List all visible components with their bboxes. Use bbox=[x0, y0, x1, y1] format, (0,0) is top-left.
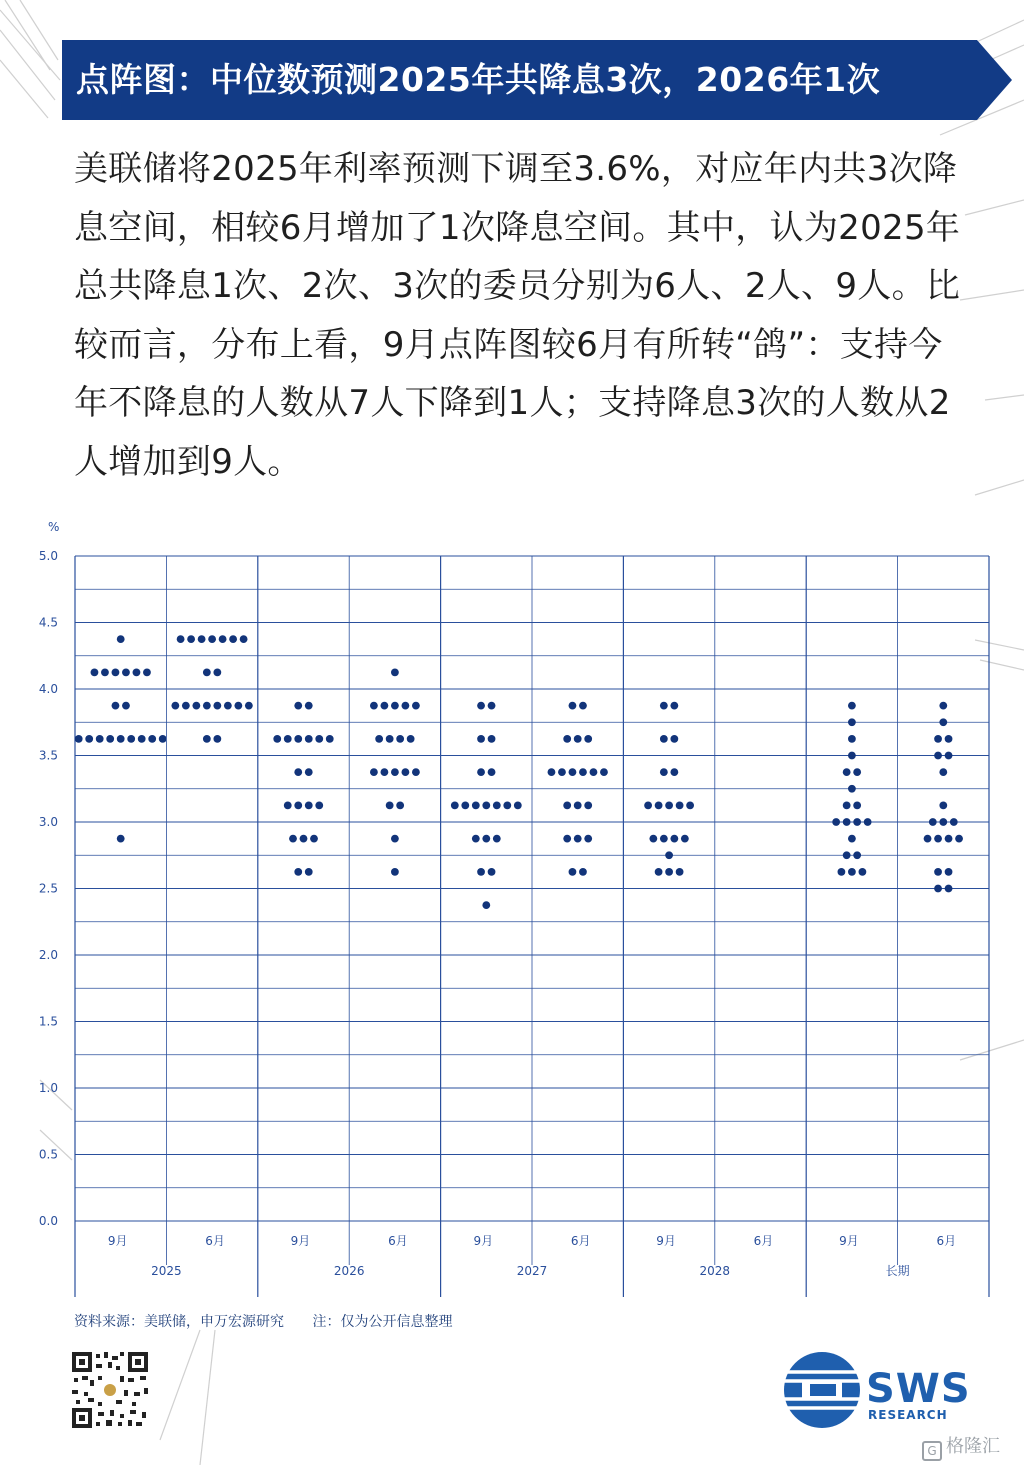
y-tick-label: 4.0 bbox=[38, 682, 58, 696]
dot-marker bbox=[945, 835, 953, 843]
dot-marker bbox=[488, 702, 496, 710]
column-label: 6月 bbox=[936, 1234, 957, 1248]
dot-marker bbox=[294, 868, 302, 876]
dot-marker bbox=[563, 735, 571, 743]
dot-marker bbox=[391, 702, 399, 710]
dot-marker bbox=[305, 801, 313, 809]
dot-marker bbox=[488, 768, 496, 776]
dot-marker bbox=[96, 735, 104, 743]
dot-marker bbox=[208, 635, 216, 643]
group-label: 2027 bbox=[516, 1264, 548, 1278]
dot-marker bbox=[600, 768, 608, 776]
dot-marker bbox=[234, 702, 242, 710]
y-tick-label: 2.5 bbox=[38, 881, 58, 896]
dot-marker bbox=[143, 668, 151, 676]
dot-marker bbox=[284, 801, 292, 809]
dot-marker bbox=[91, 668, 99, 676]
dot-marker bbox=[482, 835, 490, 843]
watermark-icon: G bbox=[922, 1441, 942, 1461]
dot-marker bbox=[670, 768, 678, 776]
dot-marker bbox=[945, 735, 953, 743]
dot-marker bbox=[198, 635, 206, 643]
dot-marker bbox=[122, 668, 130, 676]
dot-marker bbox=[660, 735, 668, 743]
dot-marker bbox=[574, 801, 582, 809]
column-label: 9月 bbox=[839, 1234, 859, 1248]
dot-marker bbox=[177, 635, 185, 643]
dot-marker bbox=[396, 735, 404, 743]
dot-marker bbox=[187, 635, 195, 643]
dot-marker bbox=[848, 835, 856, 843]
dot-marker bbox=[203, 702, 211, 710]
dot-marker bbox=[939, 818, 947, 826]
dot-marker bbox=[122, 702, 130, 710]
dot-marker bbox=[240, 635, 248, 643]
dot-marker bbox=[838, 868, 846, 876]
dot-marker bbox=[284, 735, 292, 743]
dot-marker bbox=[569, 702, 577, 710]
group-label: 长期 bbox=[885, 1264, 910, 1278]
dot-plot-chart bbox=[0, 505, 1024, 1305]
dot-marker bbox=[402, 702, 410, 710]
dot-marker bbox=[939, 768, 947, 776]
dot-marker bbox=[85, 735, 93, 743]
dot-marker bbox=[848, 868, 856, 876]
dot-marker bbox=[412, 702, 420, 710]
dot-marker bbox=[488, 735, 496, 743]
dot-marker bbox=[213, 735, 221, 743]
dot-marker bbox=[310, 835, 318, 843]
dot-marker bbox=[203, 735, 211, 743]
dot-marker bbox=[584, 835, 592, 843]
column-label: 6月 bbox=[205, 1234, 225, 1248]
watermark bbox=[922, 1432, 1000, 1461]
dot-marker bbox=[665, 868, 673, 876]
dot-marker bbox=[853, 801, 861, 809]
dot-marker bbox=[305, 768, 313, 776]
dot-marker bbox=[843, 851, 851, 859]
brand-subtitle: RESEARCH bbox=[868, 1408, 948, 1422]
dot-marker bbox=[843, 801, 851, 809]
dot-marker bbox=[472, 835, 480, 843]
dot-marker bbox=[584, 735, 592, 743]
dot-marker bbox=[294, 801, 302, 809]
y-tick-label: 3.0 bbox=[38, 815, 58, 829]
dot-marker bbox=[950, 818, 958, 826]
dot-marker bbox=[945, 752, 953, 760]
dot-marker bbox=[853, 768, 861, 776]
y-tick-label: 0.5 bbox=[38, 1147, 58, 1162]
dot-marker bbox=[955, 835, 963, 843]
dot-marker bbox=[396, 801, 404, 809]
dot-marker bbox=[832, 818, 840, 826]
dot-marker bbox=[461, 801, 469, 809]
dot-marker bbox=[660, 835, 668, 843]
dot-marker bbox=[848, 702, 856, 710]
dot-marker bbox=[482, 801, 490, 809]
dot-marker bbox=[305, 868, 313, 876]
column-label: 6月 bbox=[570, 1234, 591, 1248]
dot-marker bbox=[569, 768, 577, 776]
dot-marker bbox=[584, 801, 592, 809]
y-tick-label: 1.0 bbox=[38, 1081, 58, 1095]
dot-marker bbox=[945, 885, 953, 893]
dot-marker bbox=[670, 702, 678, 710]
dot-marker bbox=[192, 702, 200, 710]
qr-code-icon bbox=[70, 1350, 150, 1430]
dot-marker bbox=[493, 801, 501, 809]
dot-marker bbox=[300, 835, 308, 843]
dot-marker bbox=[939, 718, 947, 726]
dot-marker bbox=[133, 668, 141, 676]
source-label: 资料来源：美联储，申万宏源研究 bbox=[74, 1314, 284, 1330]
dot-marker bbox=[117, 635, 125, 643]
dot-marker bbox=[934, 885, 942, 893]
dot-marker bbox=[590, 768, 598, 776]
dot-marker bbox=[670, 735, 678, 743]
group-label: 2025 bbox=[151, 1264, 182, 1278]
dot-marker bbox=[482, 901, 490, 909]
dot-marker bbox=[159, 735, 167, 743]
dot-marker bbox=[649, 835, 657, 843]
dot-marker bbox=[477, 768, 485, 776]
dot-marker bbox=[848, 785, 856, 793]
dot-marker bbox=[381, 768, 389, 776]
column-label: 9月 bbox=[107, 1234, 128, 1248]
dot-marker bbox=[853, 818, 861, 826]
dot-marker bbox=[859, 868, 867, 876]
dot-marker bbox=[219, 635, 227, 643]
y-tick-label: 1.5 bbox=[38, 1014, 58, 1029]
dot-marker bbox=[305, 702, 313, 710]
dot-marker bbox=[391, 768, 399, 776]
group-label: 2028 bbox=[699, 1264, 731, 1278]
column-label: 6月 bbox=[753, 1234, 774, 1248]
footer-source bbox=[74, 1311, 452, 1331]
dot-marker bbox=[644, 801, 652, 809]
dot-marker bbox=[412, 768, 420, 776]
dot-marker bbox=[138, 735, 146, 743]
dot-marker bbox=[375, 735, 383, 743]
note-label: 注：仅为公开信息整理 bbox=[312, 1314, 453, 1330]
dot-marker bbox=[563, 801, 571, 809]
watermark-text: 格隆汇 bbox=[946, 1436, 1000, 1457]
dot-marker bbox=[294, 768, 302, 776]
dot-marker bbox=[305, 735, 313, 743]
dot-marker bbox=[569, 868, 577, 876]
dot-marker bbox=[451, 801, 459, 809]
dot-marker bbox=[579, 702, 587, 710]
dot-marker bbox=[945, 868, 953, 876]
dot-marker bbox=[655, 868, 663, 876]
dot-marker bbox=[106, 735, 114, 743]
dot-marker bbox=[294, 702, 302, 710]
dot-marker bbox=[563, 835, 571, 843]
dot-marker bbox=[853, 851, 861, 859]
dot-marker bbox=[864, 818, 872, 826]
dot-marker bbox=[148, 735, 156, 743]
summary-paragraph: 美联储将2025年利率预测下调至3.6%，对应年内共3次降息空间，相较6月增加了1次降息空间。其中，认为2025年总共降息1次、2次、3次的委员分别为6人、2人、9人。比较而言，分布上看，9月点阵图较6月有所转“鸽”：支持今年不降息的人数从7人下降到1人；支持降息3次的人数从2人增加到9人。 bbox=[74, 149, 961, 482]
dot-marker bbox=[213, 702, 221, 710]
dot-marker bbox=[681, 835, 689, 843]
dot-marker bbox=[939, 702, 947, 710]
dot-marker bbox=[75, 735, 83, 743]
dot-marker bbox=[660, 702, 668, 710]
dot-marker bbox=[579, 868, 587, 876]
dot-marker bbox=[934, 752, 942, 760]
y-tick-label: 3.5 bbox=[38, 748, 58, 763]
y-tick-label: 0.0 bbox=[38, 1214, 58, 1228]
dot-marker bbox=[386, 801, 394, 809]
group-label: 2026 bbox=[333, 1264, 365, 1278]
dot-marker bbox=[229, 635, 237, 643]
dot-marker bbox=[660, 768, 668, 776]
dot-marker bbox=[655, 801, 663, 809]
dot-marker bbox=[182, 702, 190, 710]
dot-marker bbox=[381, 702, 389, 710]
dot-marker bbox=[665, 851, 673, 859]
dot-marker bbox=[391, 868, 399, 876]
dot-marker bbox=[843, 818, 851, 826]
dot-marker bbox=[558, 768, 566, 776]
dot-marker bbox=[848, 735, 856, 743]
y-tick-label: 4.5 bbox=[38, 615, 58, 630]
dot-marker bbox=[929, 818, 937, 826]
dot-marker bbox=[579, 768, 587, 776]
dot-marker bbox=[477, 702, 485, 710]
dot-marker bbox=[843, 768, 851, 776]
dot-marker bbox=[402, 768, 410, 776]
dot-marker bbox=[934, 735, 942, 743]
column-label: 9月 bbox=[473, 1234, 494, 1248]
dot-marker bbox=[503, 801, 511, 809]
page-title: 点阵图：中位数预测2025年共降息3次，2026年1次 bbox=[76, 60, 881, 99]
dot-marker bbox=[213, 668, 221, 676]
dot-marker bbox=[665, 801, 673, 809]
dot-marker bbox=[391, 668, 399, 676]
dot-marker bbox=[101, 668, 109, 676]
dot-marker bbox=[112, 668, 120, 676]
dot-marker bbox=[924, 835, 932, 843]
y-unit-label: % bbox=[48, 520, 60, 534]
dot-marker bbox=[477, 735, 485, 743]
dot-marker bbox=[548, 768, 556, 776]
column-label: 9月 bbox=[656, 1234, 676, 1248]
brand-name: SWS bbox=[866, 1366, 971, 1412]
dot-marker bbox=[574, 835, 582, 843]
column-label: 6月 bbox=[388, 1234, 408, 1248]
dot-marker bbox=[848, 718, 856, 726]
dot-marker bbox=[127, 735, 135, 743]
column-label: 9月 bbox=[290, 1234, 311, 1248]
dot-marker bbox=[848, 752, 856, 760]
dot-marker bbox=[574, 735, 582, 743]
dot-marker bbox=[939, 801, 947, 809]
dot-marker bbox=[370, 702, 378, 710]
y-tick-label: 5.0 bbox=[38, 549, 58, 563]
dot-marker bbox=[289, 835, 297, 843]
dot-marker bbox=[386, 735, 394, 743]
dot-marker bbox=[686, 801, 694, 809]
dot-marker bbox=[326, 735, 334, 743]
dot-marker bbox=[472, 801, 480, 809]
dot-marker bbox=[670, 835, 678, 843]
dot-marker bbox=[934, 868, 942, 876]
dot-marker bbox=[391, 835, 399, 843]
dot-marker bbox=[488, 868, 496, 876]
dot-marker bbox=[493, 835, 501, 843]
dot-marker bbox=[112, 702, 120, 710]
dot-marker bbox=[294, 735, 302, 743]
dot-marker bbox=[171, 702, 179, 710]
dot-marker bbox=[676, 801, 684, 809]
dot-marker bbox=[117, 735, 125, 743]
dot-marker bbox=[245, 702, 253, 710]
dot-marker bbox=[370, 768, 378, 776]
y-tick-label: 2.0 bbox=[38, 948, 58, 962]
dot-marker bbox=[117, 835, 125, 843]
dot-marker bbox=[514, 801, 522, 809]
dot-marker bbox=[315, 735, 323, 743]
dot-marker bbox=[273, 735, 281, 743]
dot-marker bbox=[934, 835, 942, 843]
dot-marker bbox=[224, 702, 232, 710]
dot-marker bbox=[407, 735, 415, 743]
dot-marker bbox=[203, 668, 211, 676]
dot-marker bbox=[477, 868, 485, 876]
dot-marker bbox=[676, 868, 684, 876]
dot-marker bbox=[315, 801, 323, 809]
